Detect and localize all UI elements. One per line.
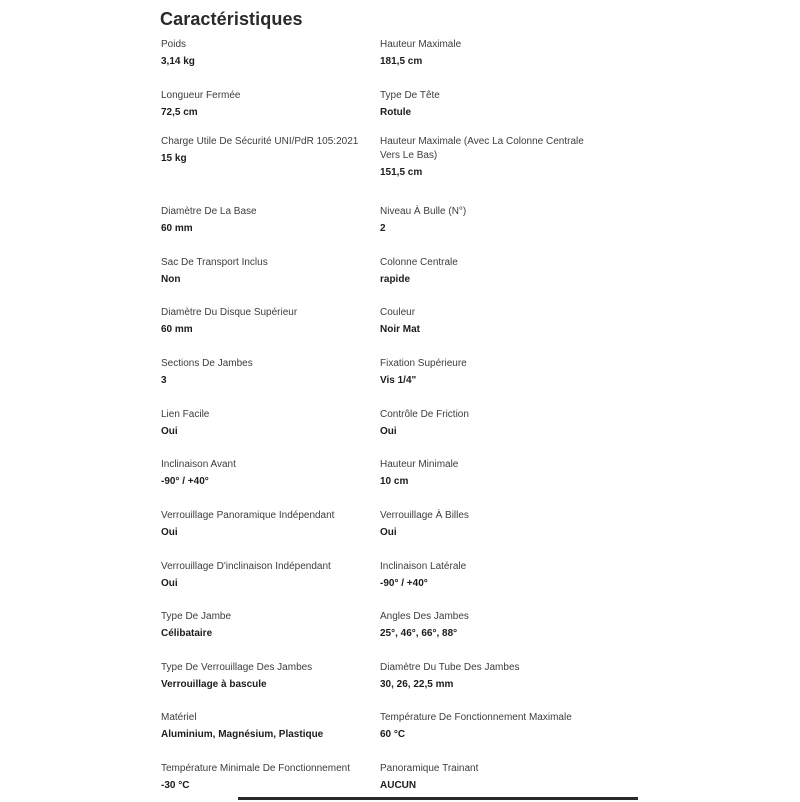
spec-label: Charge Utile De Sécurité UNI/PdR 105:2021 (161, 136, 359, 147)
spec-label: Hauteur Minimale (380, 459, 459, 470)
spec-label: Lien Facile (161, 409, 210, 420)
spec-value: 60 °C (380, 729, 406, 740)
spec-label: Température Minimale De Fonctionnement (161, 763, 350, 774)
spec-item (161, 661, 376, 711)
spec-label: Hauteur Maximale (Avec La Colonne Centrale Vers Le Bas) (380, 136, 584, 161)
spec-label: Niveau À Bulle (N°) (380, 206, 467, 217)
spec-item (380, 205, 610, 256)
spec-value: Oui (161, 527, 178, 538)
spec-item (161, 357, 376, 408)
spec-value: -30 °C (161, 780, 190, 791)
spec-item (161, 408, 376, 458)
spec-label: Inclinaison Latérale (380, 561, 467, 572)
spec-label: Longueur Fermée (161, 90, 241, 101)
spec-value: -90° / +40° (380, 578, 428, 589)
spec-item (380, 560, 610, 610)
spec-value: -90° / +40° (161, 476, 209, 487)
spec-item (380, 89, 610, 135)
spec-value: rapide (380, 274, 411, 285)
spec-item (380, 610, 610, 661)
spec-item (380, 256, 610, 306)
spec-value: Oui (161, 578, 178, 589)
spec-item (380, 458, 610, 509)
spec-value: Oui (380, 426, 397, 437)
section-title: Caractéristiques (160, 9, 303, 29)
spec-label: Contrôle De Friction (380, 409, 469, 420)
spec-value: AUCUN (380, 780, 417, 791)
spec-item (161, 610, 376, 661)
spec-value: 60 mm (161, 324, 193, 335)
spec-item (380, 306, 610, 357)
spec-label: Température De Fonctionnement Maximale (380, 712, 572, 723)
spec-label: Fixation Supérieure (380, 358, 467, 369)
spec-label: Panoramique Trainant (380, 763, 479, 774)
spec-label: Poids (161, 39, 187, 50)
spec-value: 72,5 cm (161, 107, 198, 118)
spec-value: 3,14 kg (161, 56, 195, 67)
spec-item (161, 89, 376, 135)
spec-value: 30, 26, 22,5 mm (380, 679, 454, 690)
spec-value: 3 (161, 375, 167, 386)
spec-value: 181,5 cm (380, 56, 423, 67)
spec-value: 151,5 cm (380, 167, 423, 178)
spec-label: Matériel (161, 712, 197, 723)
spec-label: Diamètre De La Base (161, 206, 257, 217)
spec-value: Verrouillage à bascule (161, 679, 267, 690)
spec-item (161, 306, 376, 357)
spec-item (380, 661, 610, 711)
spec-item (161, 560, 376, 610)
spec-item (380, 135, 610, 205)
spec-label: Verrouillage D'inclinaison Indépendant (161, 561, 331, 572)
spec-label: Inclinaison Avant (161, 459, 236, 470)
spec-value: Vis 1/4" (380, 375, 417, 386)
spec-label: Sac De Transport Inclus (161, 257, 268, 268)
spec-value: Noir Mat (380, 324, 420, 335)
spec-label: Hauteur Maximale (380, 39, 462, 50)
spec-item (161, 256, 376, 306)
spec-value: Aluminium, Magnésium, Plastique (161, 729, 324, 740)
spec-label: Colonne Centrale (380, 257, 458, 268)
spec-value: 10 cm (380, 476, 409, 487)
spec-label: Sections De Jambes (161, 358, 253, 369)
spec-item (161, 458, 376, 509)
spec-item (380, 509, 610, 560)
spec-label: Angles Des Jambes (380, 611, 469, 622)
spec-value: 25°, 46°, 66°, 88° (380, 628, 458, 639)
spec-value: Non (161, 274, 181, 285)
spec-label: Couleur (380, 307, 416, 318)
spec-label: Diamètre Du Disque Supérieur (161, 307, 298, 318)
spec-label: Verrouillage À Billes (380, 510, 469, 521)
spec-value: 15 kg (161, 153, 187, 164)
spec-value: 2 (380, 223, 386, 234)
spec-label: Type De Verrouillage Des Jambes (161, 662, 313, 673)
spec-item (161, 711, 376, 762)
spec-item (161, 38, 376, 89)
spec-value: 60 mm (161, 223, 193, 234)
spec-item (161, 762, 376, 802)
spec-item (161, 509, 376, 560)
spec-value: Oui (161, 426, 178, 437)
spec-label: Diamètre Du Tube Des Jambes (380, 662, 520, 673)
spec-value: Oui (380, 527, 397, 538)
spec-item (380, 38, 610, 89)
spec-item (161, 205, 376, 256)
spec-item (380, 408, 610, 458)
spec-label: Type De Tête (380, 90, 440, 101)
spec-item (380, 711, 610, 762)
spec-item (161, 135, 376, 205)
spec-value: Rotule (380, 107, 412, 118)
spec-label: Type De Jambe (161, 611, 232, 622)
spec-column-left (161, 38, 376, 802)
spec-item (380, 762, 610, 802)
spec-value: Célibataire (161, 628, 213, 639)
spec-label: Verrouillage Panoramique Indépendant (161, 510, 335, 521)
spec-item (380, 357, 610, 408)
spec-column-right (380, 38, 610, 802)
